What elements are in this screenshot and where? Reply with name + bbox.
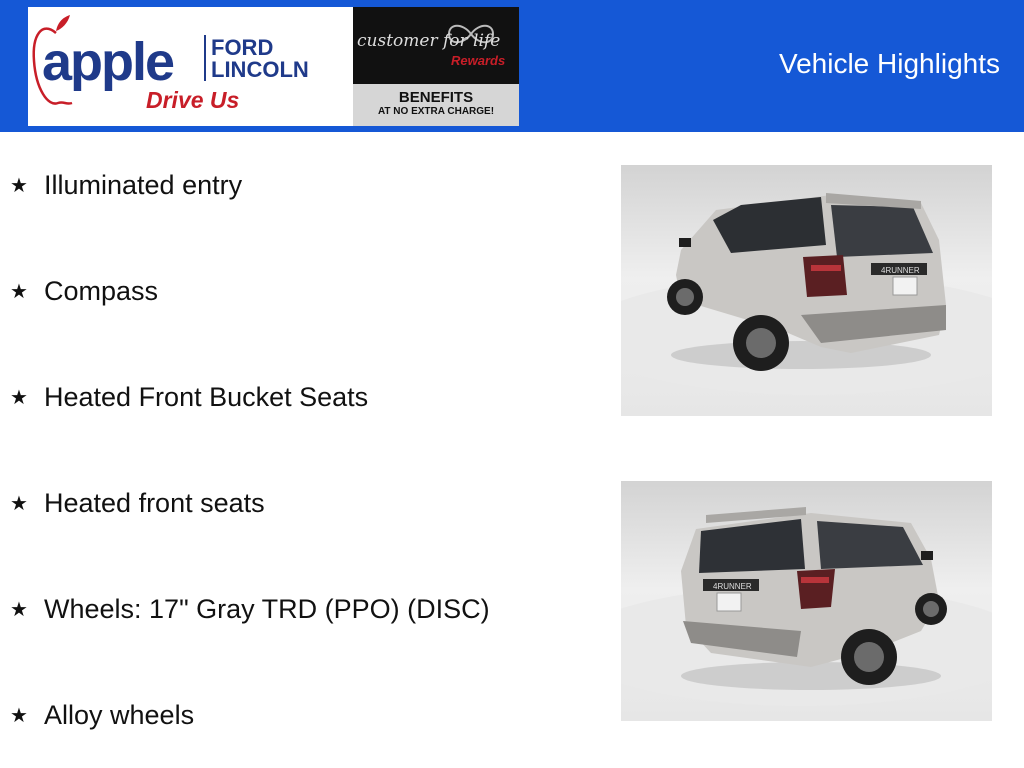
star-icon: ★ [10,174,28,197]
feature-label: Alloy wheels [44,699,195,730]
vehicle-badge: 4RUNNER [881,266,920,275]
vehicle-photo-rear-left[interactable] [621,165,992,416]
logo-ford: FORD [211,35,274,60]
logo-program: customer for life [357,31,501,51]
vehicle-badge: 4RUNNER [713,582,752,591]
logo-benefits-subtitle: AT NO EXTRA CHARGE! [377,106,495,117]
feature-item [10,589,490,629]
feature-item [10,377,368,417]
logo-apple-ford-lincoln [28,7,353,126]
feature-item [10,483,265,523]
feature-label: Wheels: 17" Gray TRD (PPO) (DISC) [44,593,490,624]
star-icon: ★ [10,386,28,409]
dealer-logo[interactable] [28,7,519,126]
star-icon: ★ [10,704,28,727]
header-bar [0,0,1024,132]
logo-customer-for-life [353,7,519,84]
feature-label: Heated Front Bucket Seats [44,381,369,412]
feature-item [10,695,194,735]
logo-divider [204,35,206,81]
star-icon: ★ [10,280,28,303]
logo-rewards: Rewards [451,53,506,68]
logo-benefits [353,84,519,126]
logo-tagline: Drive Us [146,87,240,113]
suv-rear-right-image [621,481,992,721]
logo-apple-word: apple [42,32,174,92]
feature-label: Compass [44,275,159,306]
feature-item [10,165,242,205]
logo-ford-lincoln [211,37,309,81]
feature-label: Illuminated entry [44,169,243,200]
page-title: Vehicle Highlights [778,48,1000,79]
star-icon: ★ [10,492,28,515]
feature-item [10,271,158,311]
vehicle-photo-rear-right[interactable] [621,481,992,721]
star-icon: ★ [10,598,28,621]
logo-lincoln: LINCOLN [211,57,309,82]
suv-rear-left-image [621,165,992,416]
logo-benefits-title: BENEFITS [398,89,474,106]
feature-label: Heated front seats [44,487,265,518]
